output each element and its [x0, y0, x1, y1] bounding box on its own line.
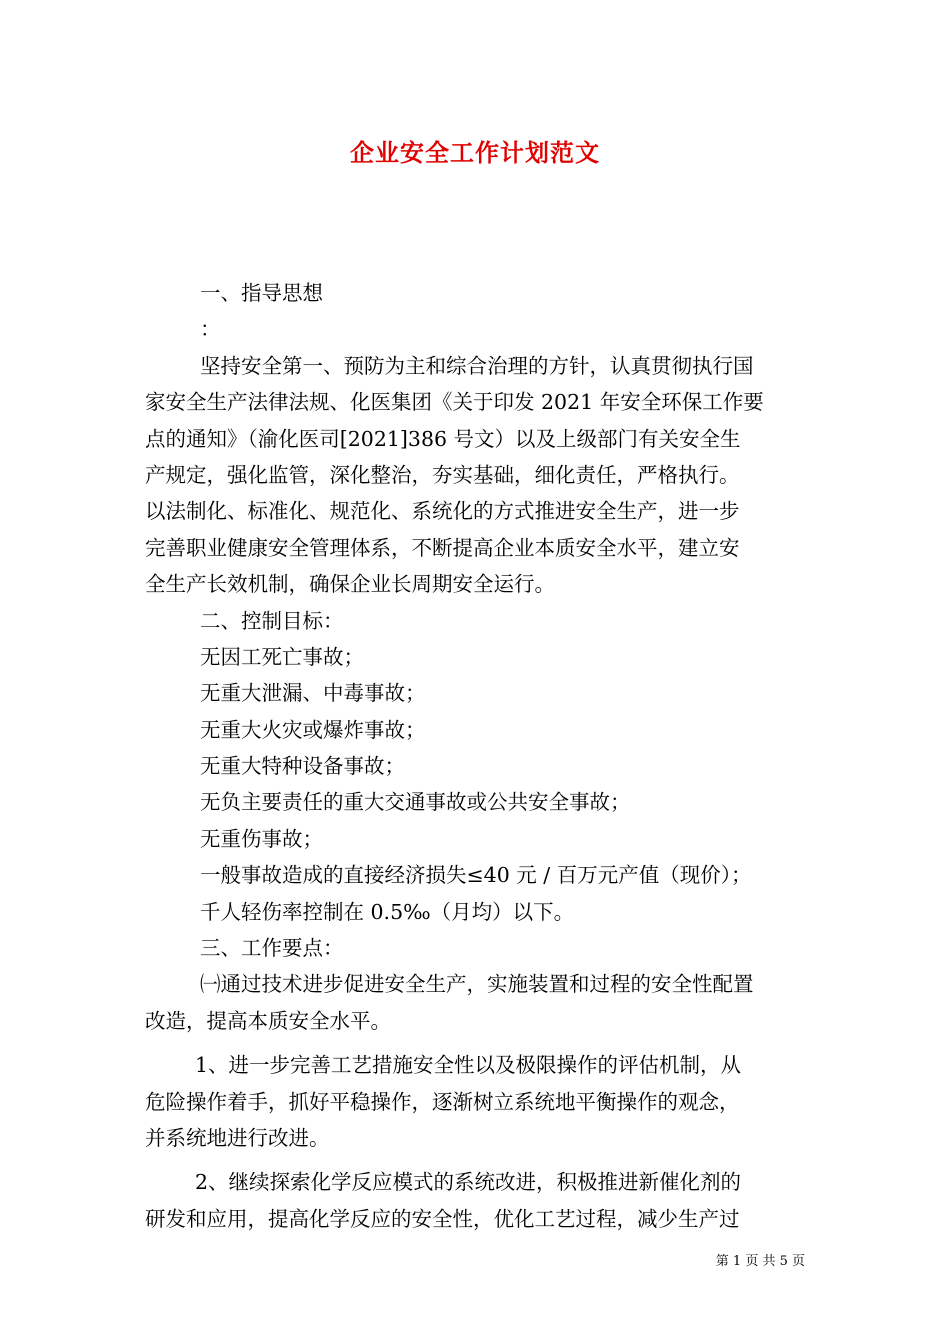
text-line: 并系统地进行改进。 [145, 1125, 330, 1150]
text-line: ㈠通过技术进步促进安全生产，实施装置和过程的安全性配置 [200, 972, 754, 997]
document-body [145, 275, 810, 1237]
text-line: 改造，提高本质安全水平。 [145, 1008, 391, 1033]
list-item: 无重大火灾或爆炸事故； [200, 717, 426, 742]
text-line: ： [200, 317, 221, 342]
section-heading: 三、工作要点： [200, 936, 344, 961]
section-heading: 二、控制目标： [200, 608, 344, 633]
text-line: 研发和应用，提高化学反应的安全性，优化工艺过程，减少生产过 [145, 1206, 740, 1231]
list-item: 无重大特种设备事故； [200, 754, 405, 779]
text-line: 1、进一步完善工艺措施安全性以及极限操作的评估机制，从 [195, 1053, 742, 1078]
list-item: 千人轻伤率控制在 0.5‰（月均）以下。 [200, 899, 575, 924]
text-line: 危险操作着手，抓好平稳操作，逐渐树立系统地平衡操作的观念， [145, 1089, 740, 1114]
list-item: 无因工死亡事故； [200, 644, 364, 669]
text-line: 点的通知》（渝化医司[2021]386 号文）以及上级部门有关安全生 [145, 426, 741, 451]
text-line: 以法制化、标准化、规范化、系统化的方式推进安全生产，进一步 [145, 499, 740, 524]
text-line: 全生产长效机制，确保企业长周期安全运行。 [145, 572, 555, 597]
text-line: 坚持安全第一、预防为主和综合治理的方针，认真贯彻执行国 [200, 353, 754, 378]
text-line: 家安全生产法律法规、化医集团《关于印发 2021 年安全环保工作要 [145, 390, 764, 415]
text-line: 产规定，强化监管，深化整治，夯实基础，细化责任，严格执行。 [145, 462, 740, 487]
text-line: 2、继续探索化学反应模式的系统改进，积极推进新催化剂的 [195, 1170, 742, 1195]
list-item: 无重伤事故； [200, 826, 323, 851]
text-line: 完善职业健康安全管理体系，不断提高企业本质安全水平，建立安 [145, 535, 740, 560]
list-item: 无重大泄漏、中毒事故； [200, 681, 426, 706]
section-heading: 一、指导思想 [200, 281, 323, 305]
list-item: 无负主要责任的重大交通事故或公共安全事故； [200, 790, 631, 815]
list-item: 一般事故造成的直接经济损失≤40 元 / 百万元产值（现价）； [200, 863, 752, 888]
page-number: 第 1 页 共 5 页 [715, 1254, 805, 1269]
document-title: 企业安全工作计划范文 [350, 138, 600, 167]
